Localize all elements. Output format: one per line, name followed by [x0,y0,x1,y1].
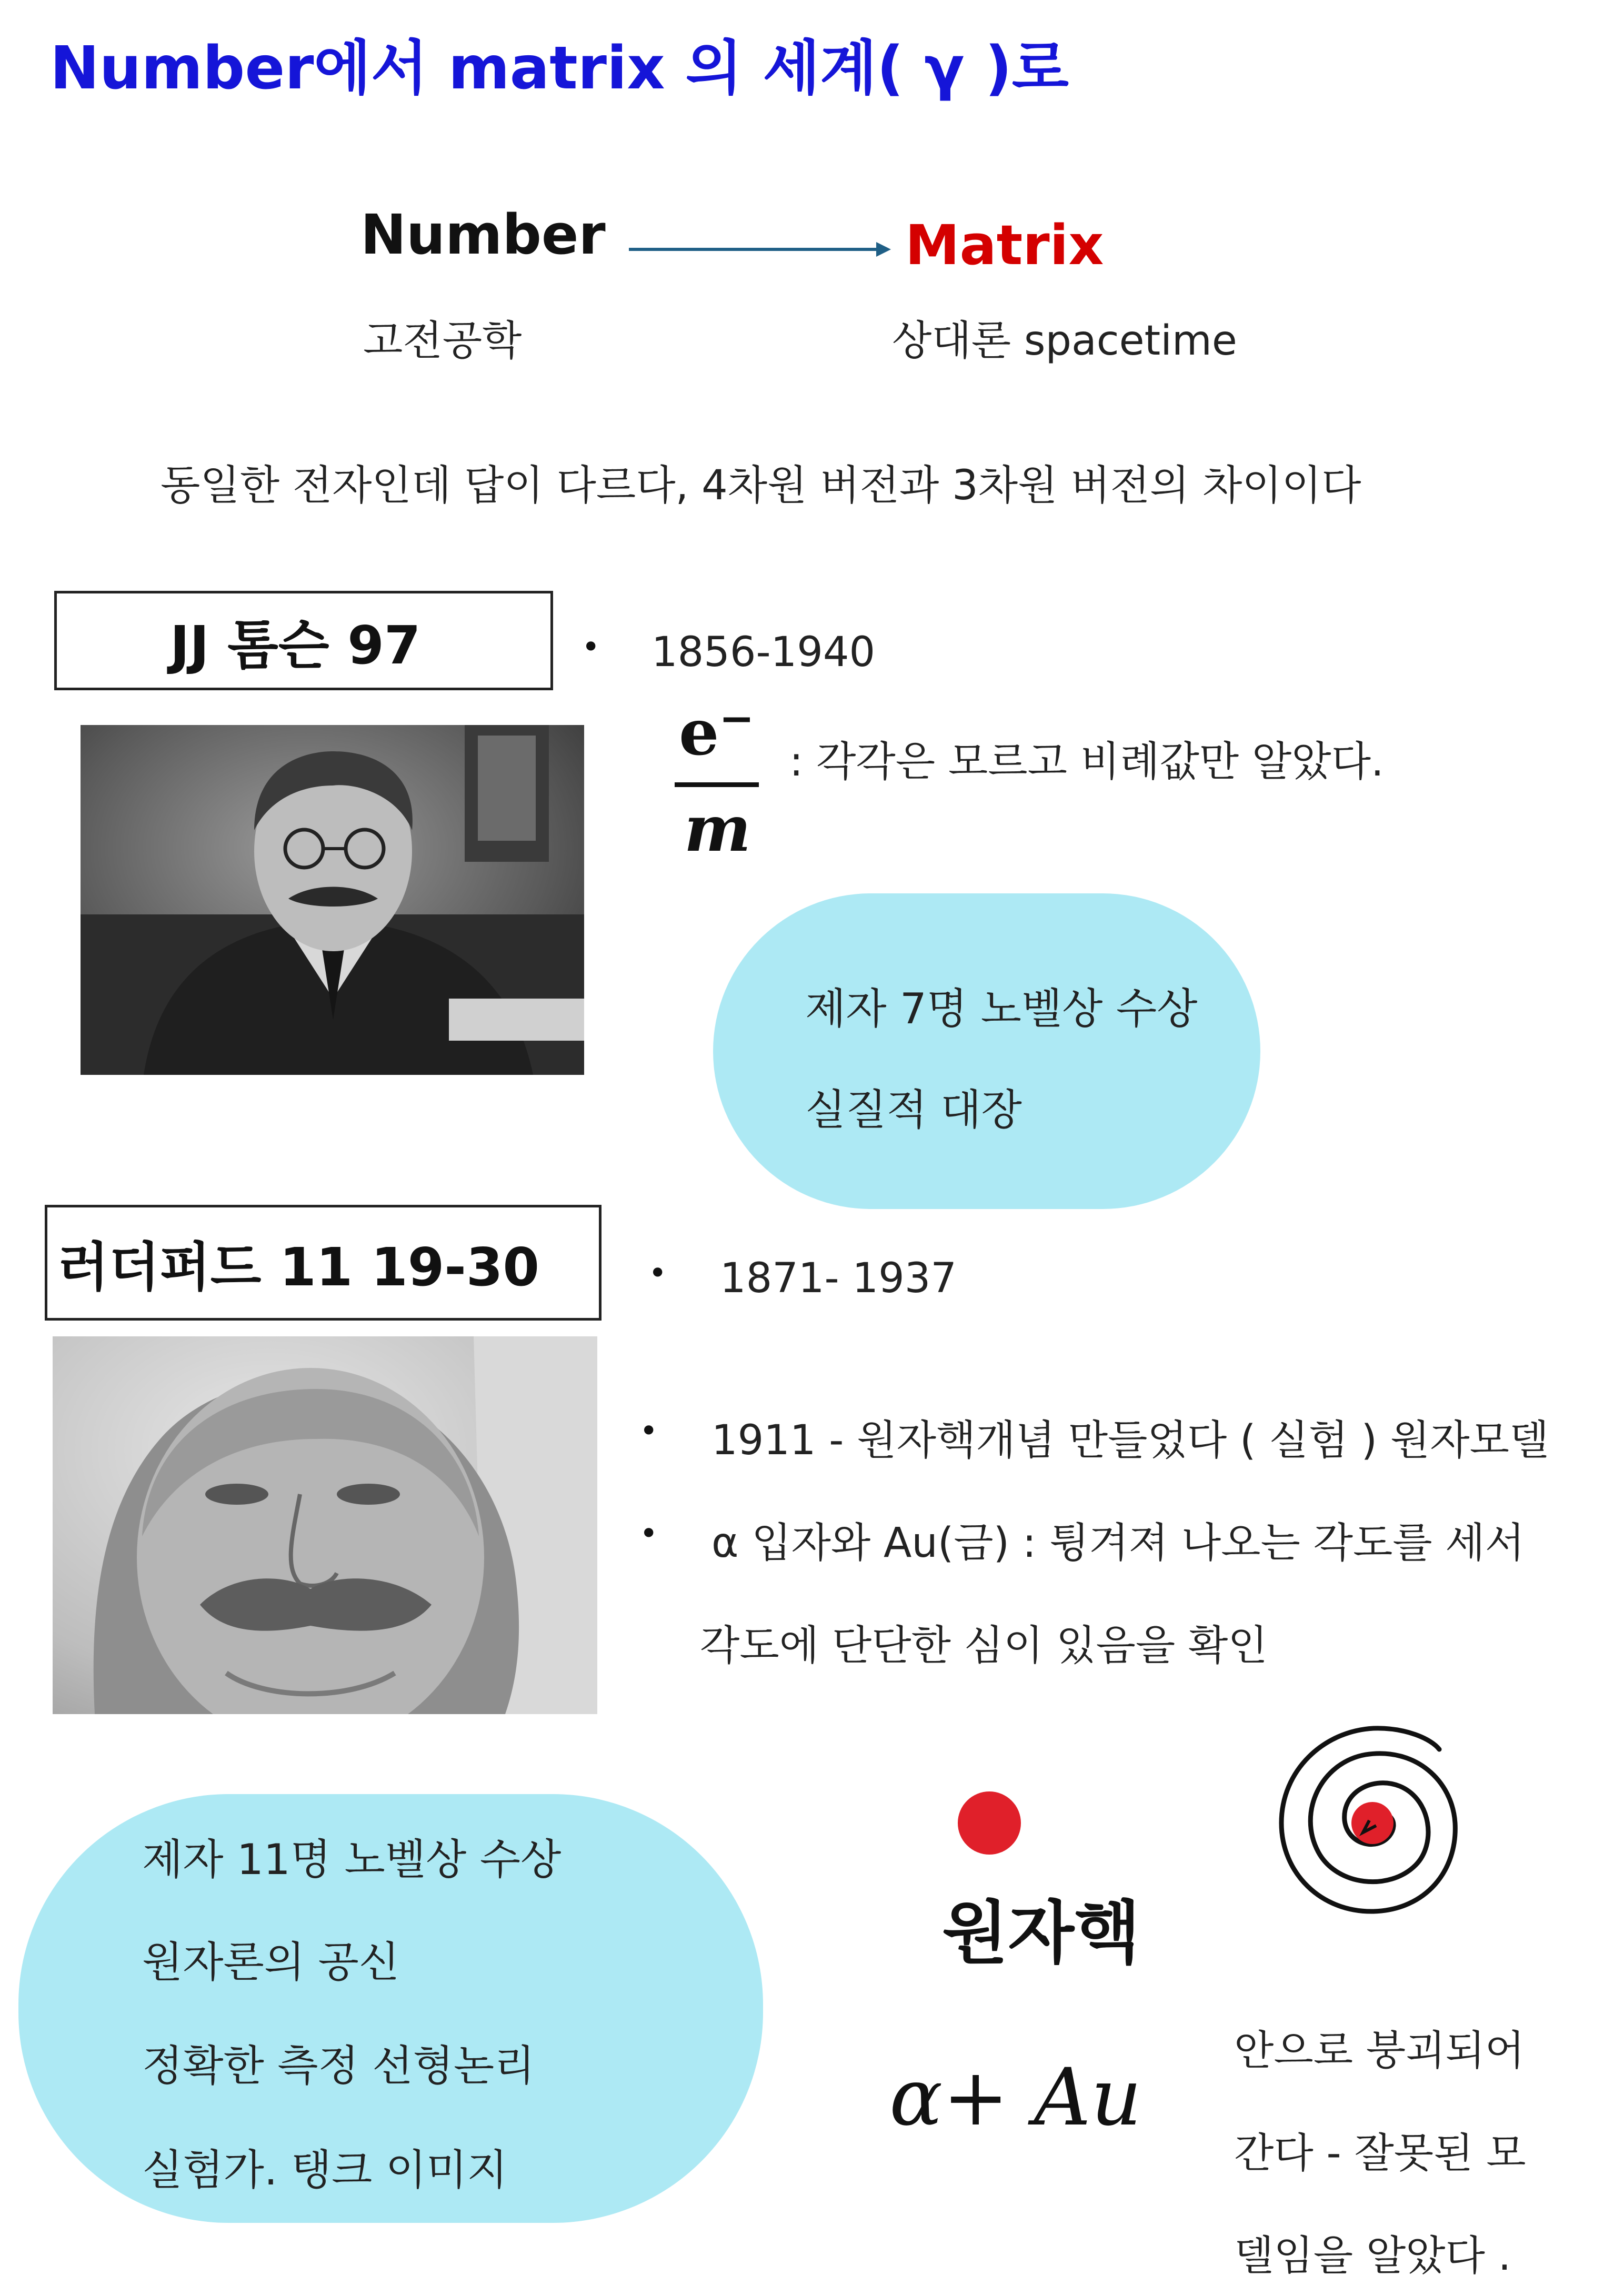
classical-label: 고전공학 [363,317,522,365]
rutherford-title: 러더퍼드 11 19-30 [58,1236,540,1298]
thomson-title: JJ 톰슨 97 [170,614,421,676]
nucleus-dot-icon [958,1791,1021,1855]
bullet-dot: • [639,1413,658,1449]
thomson-title-box [54,591,553,690]
rutherford-title-box [45,1205,602,1321]
flow-arrow [629,238,892,261]
rutherford-bubble-line-4: 실험가. 탱크 이미지 [142,2146,508,2194]
spacetime-label: 상대론 spacetime [892,317,1237,365]
thomson-bubble-line-1: 제자 7명 노벨상 수상 [805,984,1198,1033]
bullet-dot: • [639,1515,658,1552]
collapse-line-3: 델임을 알았다 . [1234,2232,1511,2280]
collapse-line-2: 간다 - 잘못된 모 [1234,2130,1526,2177]
fraction-e: e [679,696,719,770]
thomson-bubble [713,893,1260,1209]
thomson-photo [81,725,584,1075]
summary-text: 동일한 전자인데 답이 다르다, 4차원 버전과 3차원 버전의 차이이다 [161,462,1361,509]
rutherford-continuation: 각도에 단단한 심이 있음을 확인 [700,1622,1268,1669]
fraction-superscript: − [719,693,755,743]
matrix-label: Matrix [905,213,1104,277]
thomson-bubble-line-2: 실질적 대장 [805,1085,1022,1134]
rutherford-photo [53,1336,597,1714]
thomson-years: 1856-1940 [651,629,876,676]
bullet-dot: • [582,629,600,666]
fraction-note: : 각각은 모르고 비례값만 알았다. [789,738,1384,786]
rutherford-bubble-line-2: 원자론의 공신 [142,1938,400,1987]
page-title: Number에서 matrix 의 세계( γ )로 [50,34,1069,103]
spiral-collapse-icon [1258,1713,1489,1934]
number-label: Number [360,203,606,267]
fraction-denominator: m [684,792,751,866]
collapse-line-1: 안으로 붕괴되어 [1234,2027,1525,2075]
rutherford-bullet-2: α 입자와 Au(금) : 튕겨져 나오는 각도를 세서 [711,1519,1525,1567]
fraction-bar [675,782,759,787]
rutherford-bubble-line-1: 제자 11명 노벨상 수상 [142,1835,562,1884]
fraction-numerator [679,693,754,770]
bullet-dot: • [648,1255,667,1292]
rutherford-bullet-1: 1911 - 원자핵개념 만들었다 ( 실험 ) 원자모델 [711,1417,1549,1464]
nucleus-sketch-word: 원자핵 [942,1893,1140,1973]
rutherford-bubble-line-3: 정확한 측정 선형논리 [142,2041,535,2090]
rutherford-years: 1871- 1937 [720,1255,957,1302]
alpha-au-formula: α+ Au [889,2052,1142,2143]
